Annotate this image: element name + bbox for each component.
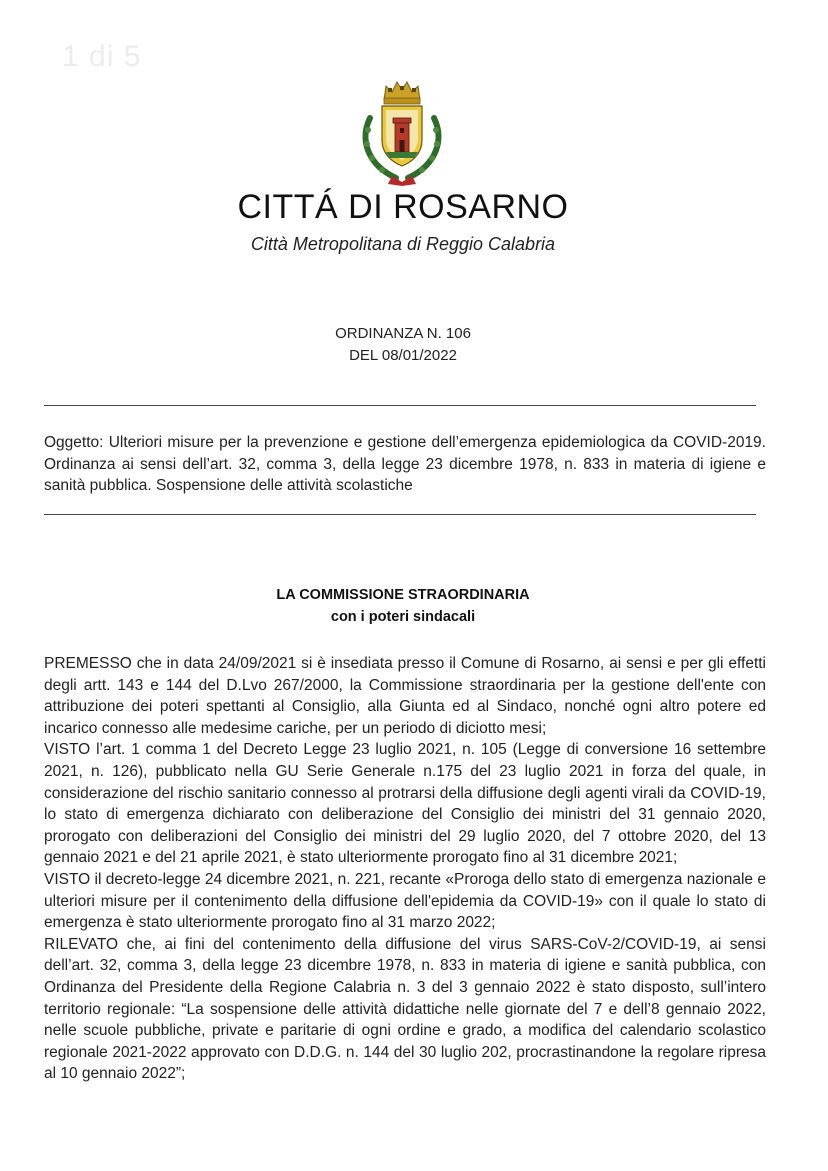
city-name: CITTÁ DI ROSARNO bbox=[237, 188, 569, 226]
divider-top bbox=[44, 405, 756, 406]
paragraph-visto-1: VISTO l’art. 1 comma 1 del Decreto Legge 23 luglio 2021, n. 105 (Legge di conversione 16 settembre 2021, n. 126), pubblicato nella GU Serie Generale n.175 del 23 luglio 2021 in forza del quale, in considerazione del rischio sanitario connesso al protrarsi della diffusione degli agenti virali da COVID-19, lo stato di emergenza dichiarato con deliberazione del Consiglio dei ministri del 31 gennaio 2020, prorogato con deliberazioni del Consiglio dei ministri del 29 luglio 2020, del 7 ottobre 2020, del 13 gennaio 2021 e del 21 aprile 2021, è stato ulteriormente prorogato fino al 31 dicembre 2021; bbox=[44, 741, 766, 867]
city-subtitle: Città Metropolitana di Reggio Calabria bbox=[250, 234, 556, 254]
paragraph-premesso: PREMESSO che in data 24/09/2021 si è insediata presso il Comune di Rosarno, ai sensi e per gli effetti degli artt. 143 e 144 del D.Lvo 267/2000, la Commissione straordinaria per la gestione dell'ente con attribuzione dei poteri spettanti al Consiglio, alla Giunta ed al Sindaco, nonché ogni altro potere ed incarico connesso alle medesime cariche, per un periodo di diciotto mesi; bbox=[44, 655, 766, 737]
paragraph-rilevato: RILEVATO che, ai fini del contenimento della diffusione del virus SARS-CoV-2/COVID-19, ai sensi dell’art. 32, comma 3, della legge 23 dicembre 1978, n. 833 in materia di igiene e sanità pubblica, con Ordinanza del Presidente della Regione Calabria n. 3 del 3 gennaio 2022 è stato disposto, sull’intero territorio regionale: “La sospensione delle attività didattiche nelle giornate del 7 e dell’8 gennaio 2022, nelle scuole pubbliche, private e paritarie di ogni ordine e grado, a modifica del calendario scolastico regionale 2021-2022 approvato con D.D.G. n. 144 del 30 luglio 202, procrastinandone la regolare ripresa al 10 gennaio 2022”; bbox=[44, 935, 766, 1083]
board-subtitle: con i poteri sindacali bbox=[330, 609, 476, 625]
board-title: LA COMMISSIONE STRAORDINARIA bbox=[276, 587, 530, 603]
municipal-coat-of-arms-icon bbox=[356, 78, 448, 188]
ordinance-date: DEL 08/01/2022 bbox=[349, 347, 457, 364]
subject-text: Oggetto: Ulteriori misure per la prevenzione e gestione dell’emergenza epidemiologica da COVID-2019. Ordinanza ai sensi dell’art. 32, comma 3, della legge 23 dicembre 1978, n. 833 in materia di igiene e sanità pubblica. Sospensione delle attività scolastiche bbox=[44, 434, 766, 494]
divider-bottom bbox=[44, 514, 756, 515]
page-indicator: 1 di 5 bbox=[62, 40, 142, 73]
ordinance-number: ORDINANZA N. 106 bbox=[335, 325, 471, 342]
document-body bbox=[44, 653, 766, 1085]
paragraph-visto-2: VISTO il decreto-legge 24 dicembre 2021, n. 221, recante «Proroga dello stato di emergenza nazionale e ulteriori misure per il contenimento della diffusione dell'epidemia da COVID-19» con il quale lo stato di emergenza è stato ulteriormente prorogato fino al 31 marzo 2022; bbox=[44, 870, 766, 932]
